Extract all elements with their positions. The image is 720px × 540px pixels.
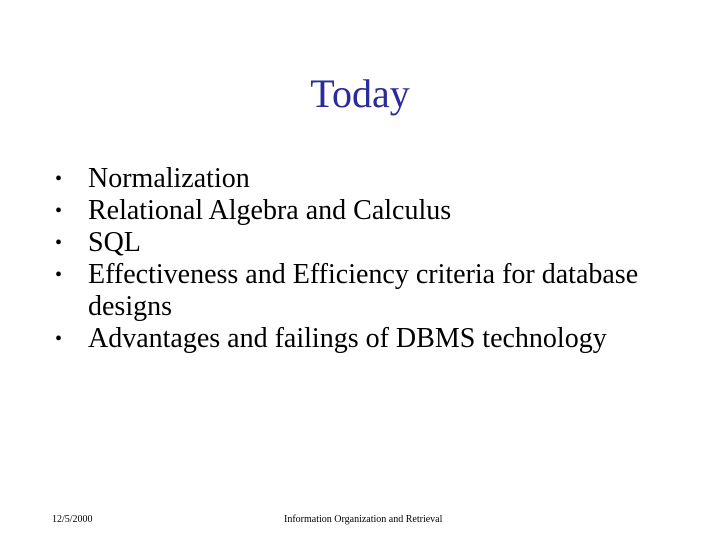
- bullet-text: Effectiveness and Efficiency criteria for database designs: [88, 259, 639, 322]
- bullet-item: [52, 227, 672, 259]
- bullet-item: [52, 195, 672, 227]
- footer-title: Information Organization and Retrieval: [284, 514, 443, 525]
- bullet-item: [52, 323, 672, 355]
- bullet-text: Relational Algebra and Calculus: [88, 195, 452, 226]
- bullet-icon: •: [55, 200, 63, 222]
- bullet-icon: •: [55, 264, 63, 286]
- bullet-text: SQL: [88, 227, 141, 258]
- bullet-icon: •: [55, 232, 63, 254]
- bullet-item: [52, 163, 672, 195]
- bullet-text: Advantages and failings of DBMS technology: [88, 323, 607, 354]
- bullet-item: [52, 259, 672, 323]
- slide-title: Today: [310, 71, 410, 116]
- bullet-list: [52, 163, 672, 355]
- bullet-icon: •: [55, 328, 63, 350]
- bullet-icon: •: [55, 168, 63, 190]
- footer-date: 12/5/2000: [52, 514, 93, 525]
- bullet-text: Normalization: [88, 163, 250, 194]
